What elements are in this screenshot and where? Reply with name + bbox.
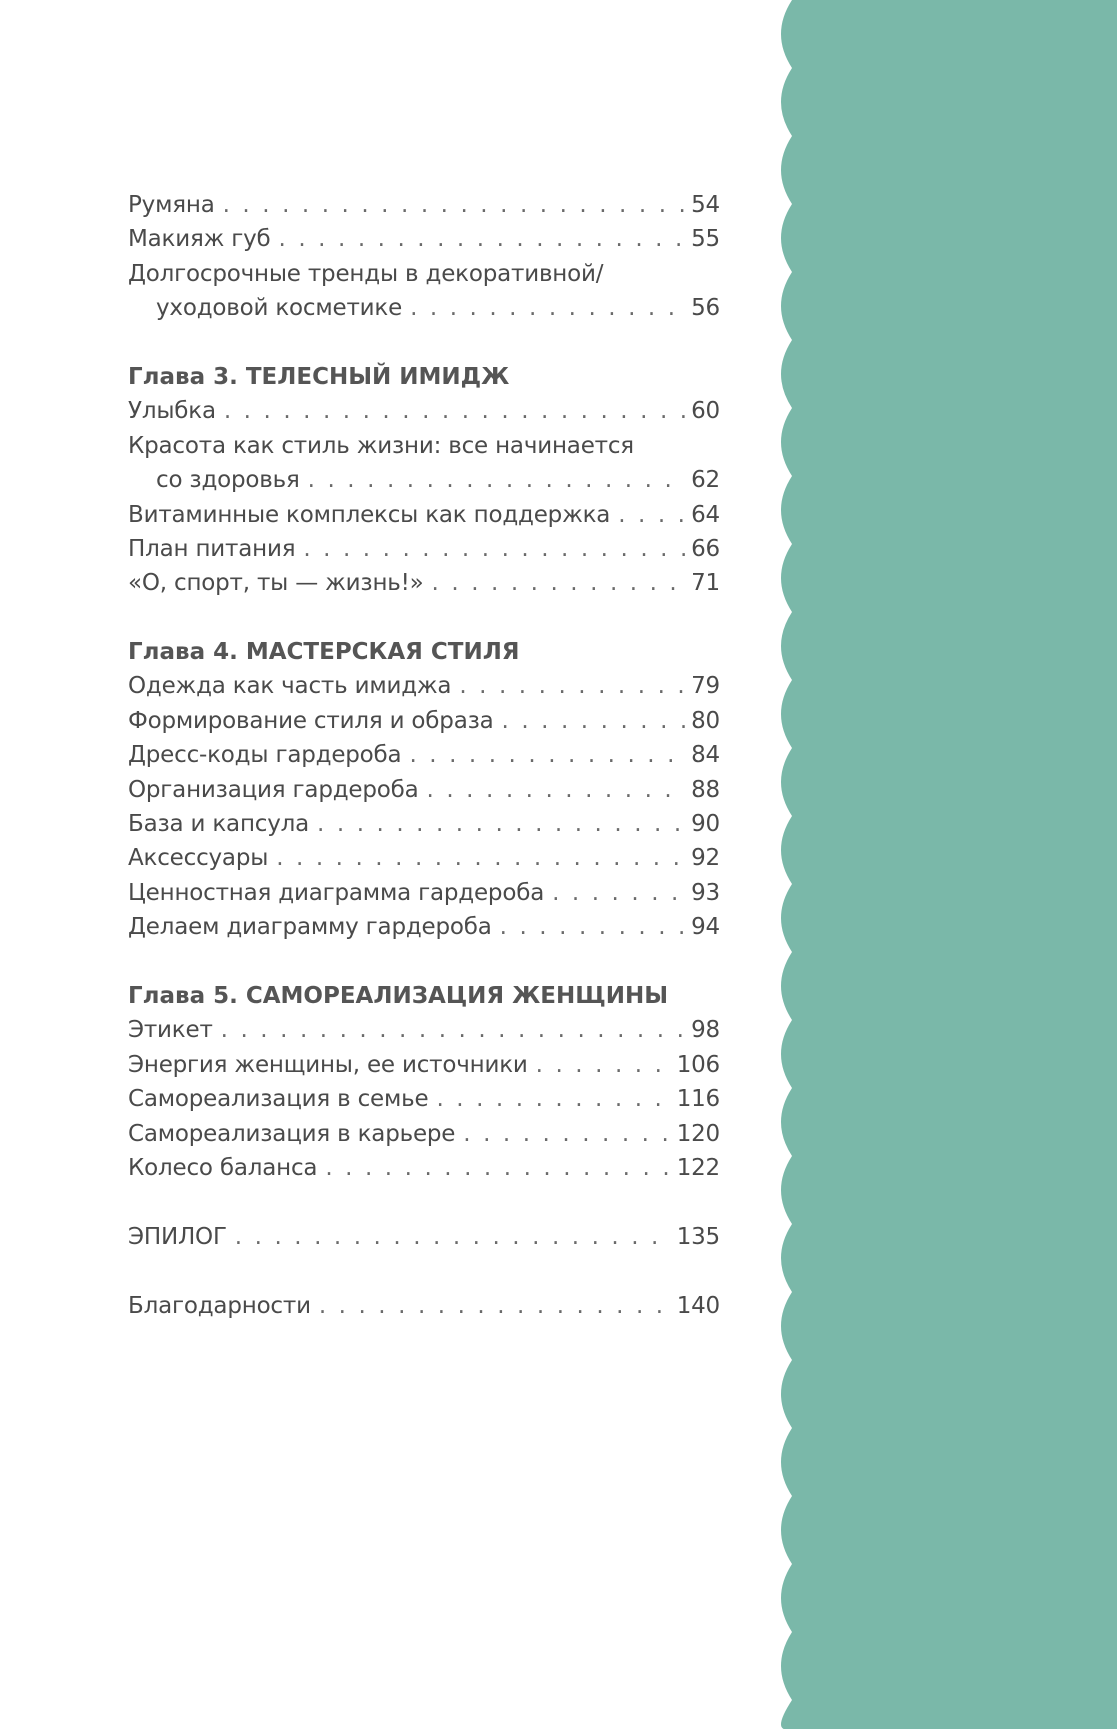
toc-entry-label: Благодарности	[128, 1292, 311, 1319]
toc-entry-page: 92	[691, 845, 720, 872]
table-of-contents	[128, 188, 720, 1323]
toc-entry[interactable]	[128, 910, 720, 944]
dot-leader	[276, 841, 685, 875]
toc-entry[interactable]	[128, 463, 720, 497]
toc-entry-page: 135	[676, 1223, 720, 1250]
dot-leader	[410, 291, 685, 325]
toc-entry[interactable]	[128, 188, 720, 222]
toc-entry-label: Макияж губ	[128, 226, 271, 253]
toc-entry-page: 71	[691, 570, 720, 597]
spacer	[128, 326, 720, 360]
dot-leader	[319, 1289, 671, 1323]
dot-leader	[436, 1082, 670, 1116]
toc-entry-label: План питания	[128, 535, 296, 562]
toc-entry[interactable]	[128, 1013, 720, 1047]
toc-entry[interactable]	[128, 532, 720, 566]
toc-entry[interactable]	[128, 738, 720, 772]
dot-leader	[235, 1220, 671, 1254]
toc-entry-thanks[interactable]	[128, 1289, 720, 1323]
toc-entry-page: 88	[691, 776, 720, 803]
toc-entry[interactable]	[128, 566, 720, 600]
toc-entry[interactable]	[128, 669, 720, 703]
toc-entry[interactable]	[128, 704, 720, 738]
toc-entry[interactable]	[128, 1048, 720, 1082]
toc-entry-label: Самореализация в карьере	[128, 1120, 456, 1147]
toc-entry[interactable]	[128, 773, 720, 807]
dot-leader	[459, 669, 685, 703]
toc-entry-page: 106	[676, 1051, 720, 1078]
toc-entry-label: Дресс-коды гардероба	[128, 742, 402, 769]
toc-entry[interactable]	[128, 1151, 720, 1185]
toc-entry-first-line[interactable]: Долгосрочные тренды в декоративной/	[128, 260, 604, 287]
toc-entry-page: 60	[691, 398, 720, 425]
toc-entry-page: 62	[691, 467, 720, 494]
dot-leader	[500, 910, 685, 944]
toc-entry-page: 54	[691, 192, 720, 218]
toc-entry-label: Самореализация в семье	[128, 1086, 429, 1113]
toc-entry-page: 120	[676, 1120, 720, 1147]
dot-leader	[223, 188, 686, 222]
toc-entry-page: 140	[676, 1292, 720, 1319]
dot-leader	[463, 1117, 670, 1151]
toc-entry[interactable]	[128, 807, 720, 841]
toc-entry-label: Витаминные комплексы как поддержка	[128, 501, 611, 528]
toc-entry-epilogue[interactable]	[128, 1220, 720, 1254]
toc-entry-page: 64	[691, 501, 720, 528]
dot-leader	[427, 773, 686, 807]
toc-entry-label: Румяна	[128, 192, 215, 218]
toc-entry-label: уходовой косметике	[156, 295, 403, 322]
chapter-3-heading[interactable]: Глава 3. ТЕЛЕСНЫЙ ИМИДЖ	[128, 363, 510, 390]
band-shape	[781, 0, 1117, 1729]
toc-entry-page: 66	[691, 535, 720, 562]
toc-entry-page: 93	[691, 879, 720, 906]
toc-entry[interactable]	[128, 841, 720, 875]
toc-entry-page: 84	[691, 742, 720, 769]
toc-entry-page: 56	[691, 295, 720, 322]
dot-leader	[224, 394, 685, 428]
toc-entry-label: База и капсула	[128, 811, 310, 838]
toc-entry-page: 122	[676, 1154, 720, 1181]
toc-entry-label: Ценностная диаграмма гардероба	[128, 879, 545, 906]
toc-entry-page: 79	[691, 673, 720, 700]
toc-entry-page: 116	[676, 1086, 720, 1113]
toc-entry-label: Энергия женщины, ее источники	[128, 1051, 528, 1078]
toc-entry[interactable]	[128, 1082, 720, 1116]
toc-entry-label: Организация гардероба	[128, 776, 419, 803]
dot-leader	[308, 463, 685, 497]
dot-leader	[502, 704, 686, 738]
chapter-4-heading[interactable]: Глава 4. МАСТЕРСКАЯ СТИЛЯ	[128, 639, 520, 666]
dot-leader	[432, 566, 686, 600]
toc-entry-label: со здоровья	[156, 467, 300, 494]
toc-entry[interactable]	[128, 222, 720, 256]
dot-leader	[536, 1048, 671, 1082]
chapter-5-heading[interactable]: Глава 5. САМОРЕАЛИЗАЦИЯ ЖЕНЩИНЫ	[128, 982, 669, 1009]
toc-entry-label: ЭПИЛОГ	[128, 1223, 227, 1250]
toc-entry-page: 98	[691, 1017, 720, 1044]
spacer	[128, 945, 720, 979]
decorative-scalloped-band	[770, 0, 1117, 1729]
spacer	[128, 1254, 720, 1288]
toc-entry[interactable]	[128, 394, 720, 428]
toc-entry-label: Формирование стиля и образа	[128, 707, 494, 734]
toc-entry-page: 55	[691, 226, 720, 253]
toc-entry-label: Аксессуары	[128, 845, 269, 872]
toc-entry-first-line[interactable]: Красота как стиль жизни: все начинается	[128, 432, 634, 459]
spacer	[128, 601, 720, 635]
spacer	[128, 1185, 720, 1219]
dot-leader	[317, 807, 685, 841]
toc-entry-label: Одежда как часть имиджа	[128, 673, 452, 700]
dot-leader	[325, 1151, 670, 1185]
toc-entry-page: 94	[691, 914, 720, 941]
toc-entry[interactable]	[128, 498, 720, 532]
dot-leader	[618, 498, 685, 532]
toc-entry-label: «О, спорт, ты — жизнь!»	[128, 570, 424, 597]
toc-entry[interactable]	[128, 876, 720, 910]
dot-leader	[279, 222, 686, 256]
dot-leader	[409, 738, 685, 772]
toc-entry-page: 90	[691, 811, 720, 838]
toc-entry-page: 80	[691, 707, 720, 734]
toc-entry-label: Делаем диаграмму гардероба	[128, 914, 492, 941]
toc-entry-label: Этикет	[128, 1017, 213, 1044]
toc-entry[interactable]	[128, 1117, 720, 1151]
toc-entry-label: Улыбка	[128, 398, 216, 425]
dot-leader	[221, 1013, 685, 1047]
toc-entry[interactable]	[128, 291, 720, 325]
dot-leader	[552, 876, 685, 910]
toc-entry-label: Колесо баланса	[128, 1154, 318, 1181]
dot-leader	[303, 532, 685, 566]
